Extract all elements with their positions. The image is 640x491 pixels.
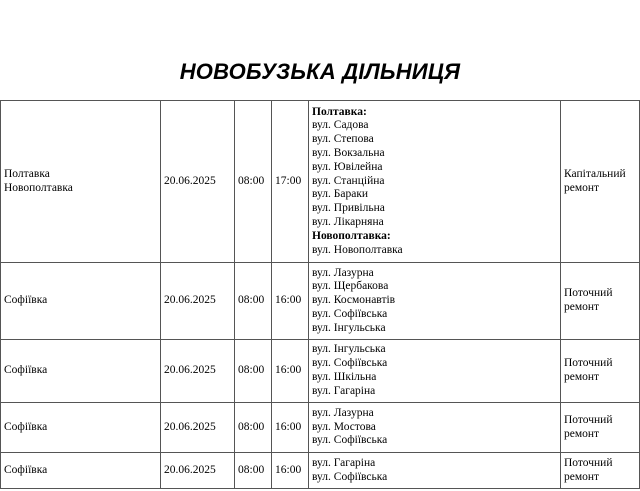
end-time-cell: 16:00 <box>272 340 309 403</box>
start-time-cell: 08:00 <box>235 453 272 489</box>
street-name: вул. Бараки <box>312 188 369 201</box>
street-name: вул. Лазурна <box>312 406 374 419</box>
streets-cell <box>309 263 561 340</box>
end-time-cell: 16:00 <box>272 403 309 453</box>
settlement-name: Софіївка <box>4 463 48 476</box>
streets-cell <box>309 101 561 263</box>
settlement-name: Полтавка <box>4 167 50 180</box>
work-type-cell <box>561 340 640 403</box>
street-name: вул. Космонавтів <box>312 294 396 307</box>
work-type-text: Капітальний <box>564 167 626 180</box>
work-type-text: ремонт <box>564 301 600 313</box>
settlement-name: Софіївка <box>4 294 48 307</box>
street-name: вул. Садова <box>312 119 369 132</box>
street-name: вул. Софіївська <box>312 470 388 483</box>
settlement-cell <box>1 453 161 489</box>
work-type-cell <box>561 101 640 263</box>
settlement-name: Софіївка <box>4 420 48 433</box>
street-name: вул. Щербакова <box>312 280 389 293</box>
page-title: НОВОБУЗЬКА ДІЛЬНИЦЯ <box>179 59 461 84</box>
work-type-text: ремонт <box>564 427 600 440</box>
street-name: вул. Софіївська <box>312 357 388 370</box>
settlement-name: Софіївка <box>4 364 48 377</box>
street-name: вул. Степова <box>312 133 374 146</box>
work-type-cell <box>561 403 640 453</box>
streets-cell <box>309 340 561 403</box>
settlement-cell <box>1 403 161 453</box>
street-name: вул. Софіївська <box>312 307 388 320</box>
date-cell: 20.06.2025 <box>161 101 235 263</box>
street-name: вул. Інгульська <box>312 321 386 334</box>
street-name: вул. Гагаріна <box>312 384 376 397</box>
work-type-text: ремонт <box>564 181 600 194</box>
outage-schedule-table <box>0 100 640 489</box>
settlement-cell <box>1 340 161 403</box>
date-cell: 20.06.2025 <box>161 403 235 453</box>
end-time-cell: 17:00 <box>272 101 309 263</box>
table-row <box>1 340 640 403</box>
street-name: вул. Привільна <box>312 202 385 215</box>
work-type-cell <box>561 263 640 340</box>
street-name: вул. Новополтавка <box>312 243 403 256</box>
schedule-body <box>1 101 640 489</box>
start-time-cell: 08:00 <box>235 101 272 263</box>
date-cell: 20.06.2025 <box>161 263 235 340</box>
table-row <box>1 403 640 453</box>
street-name: вул. Ювілейна <box>312 160 383 173</box>
settlement-cell <box>1 101 161 263</box>
settlement-heading: Новополтавка: <box>312 229 391 242</box>
settlement-cell <box>1 263 161 340</box>
street-name: вул. Вокзальна <box>312 147 385 159</box>
table-row <box>1 263 640 340</box>
settlement-heading: Полтавка: <box>312 105 367 118</box>
street-name: вул. Гагаріна <box>312 456 376 469</box>
streets-cell <box>309 403 561 453</box>
work-type-text: ремонт <box>564 371 600 383</box>
street-name: вул. Інгульська <box>312 343 386 356</box>
date-cell: 20.06.2025 <box>161 340 235 403</box>
end-time-cell: 16:00 <box>272 453 309 489</box>
street-name: вул. Станційна <box>312 174 385 187</box>
start-time-cell: 08:00 <box>235 403 272 453</box>
street-name: вул. Мостова <box>312 420 376 433</box>
street-name: вул. Софіївська <box>312 434 388 447</box>
start-time-cell: 08:00 <box>235 263 272 340</box>
start-time-cell: 08:00 <box>235 340 272 403</box>
table-row <box>1 453 640 489</box>
streets-cell <box>309 453 561 489</box>
table-row <box>1 101 640 263</box>
street-name: вул. Лікарняна <box>312 215 384 228</box>
work-type-text: Поточний <box>564 287 613 300</box>
work-type-text: Поточний <box>564 413 613 426</box>
work-type-cell <box>561 453 640 489</box>
work-type-text: Поточний <box>564 357 613 370</box>
work-type-text: ремонт <box>564 470 600 483</box>
street-name: вул. Лазурна <box>312 266 374 279</box>
street-name: вул. Шкільна <box>312 371 377 383</box>
end-time-cell: 16:00 <box>272 263 309 340</box>
date-cell: 20.06.2025 <box>161 453 235 489</box>
settlement-name: Новополтавка <box>4 181 73 194</box>
work-type-text: Поточний <box>564 456 613 469</box>
